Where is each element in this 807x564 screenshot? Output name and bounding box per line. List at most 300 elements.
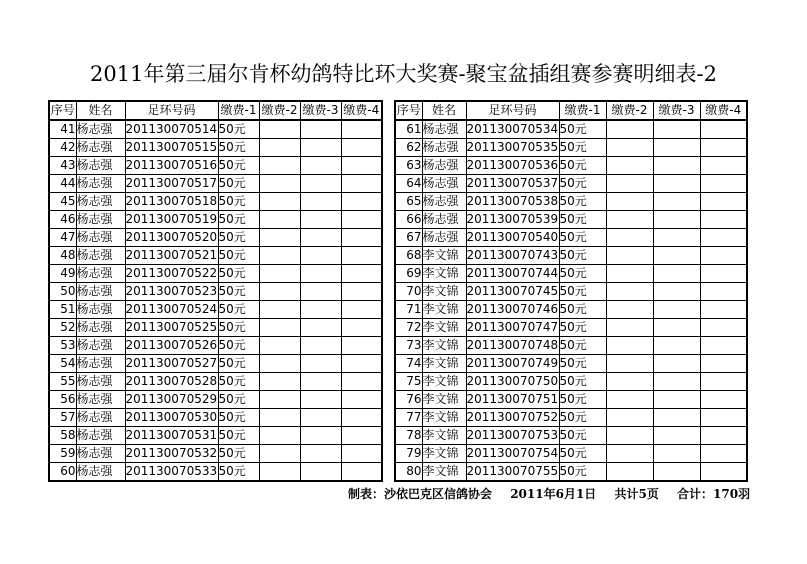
header-fee-4: 缴费-4	[700, 101, 747, 120]
cell-fee-2	[259, 193, 300, 211]
cell-fee-1: 50元	[218, 157, 259, 175]
table-row	[49, 409, 382, 427]
cell-name: 李文锦	[422, 301, 466, 319]
cell-fee-4	[341, 139, 382, 157]
cell-fee-2	[259, 445, 300, 463]
table-row	[49, 337, 382, 355]
cell-serial: 44	[49, 175, 76, 193]
cell-serial: 78	[395, 427, 422, 445]
table-row	[395, 283, 747, 301]
cell-fee-4	[700, 427, 747, 445]
cell-ring-number: 201130070528	[125, 373, 218, 391]
cell-fee-4	[341, 427, 382, 445]
table-row	[49, 391, 382, 409]
cell-name: 杨志强	[76, 211, 125, 229]
cell-fee-3	[300, 409, 341, 427]
cell-fee-3	[653, 427, 700, 445]
cell-serial: 49	[49, 265, 76, 283]
cell-ring-number: 201130070755	[466, 463, 559, 482]
cell-fee-2	[606, 427, 653, 445]
table-row	[49, 283, 382, 301]
cell-name: 杨志强	[76, 373, 125, 391]
cell-ring-number: 201130070750	[466, 373, 559, 391]
cell-fee-2	[606, 445, 653, 463]
table-row	[49, 373, 382, 391]
cell-name: 杨志强	[422, 193, 466, 211]
cell-fee-4	[341, 247, 382, 265]
cell-fee-1: 50元	[218, 193, 259, 211]
cell-fee-1: 50元	[559, 157, 606, 175]
cell-fee-2	[259, 319, 300, 337]
cell-fee-2	[259, 120, 300, 139]
cell-serial: 51	[49, 301, 76, 319]
entry-table-left	[48, 100, 383, 482]
cell-fee-4	[341, 157, 382, 175]
cell-fee-3	[300, 427, 341, 445]
header-fee-2: 缴费-2	[606, 101, 653, 120]
cell-ring-number: 201130070533	[125, 463, 218, 482]
cell-name: 杨志强	[76, 427, 125, 445]
header-row	[49, 101, 382, 120]
cell-ring-number: 201130070537	[466, 175, 559, 193]
table-row	[395, 463, 747, 482]
cell-serial: 77	[395, 409, 422, 427]
cell-fee-3	[653, 391, 700, 409]
cell-fee-2	[259, 229, 300, 247]
cell-name: 李文锦	[422, 373, 466, 391]
cell-fee-4	[700, 373, 747, 391]
cell-fee-1: 50元	[559, 139, 606, 157]
cell-fee-1: 50元	[559, 391, 606, 409]
cell-ring-number: 201130070529	[125, 391, 218, 409]
table-row	[49, 265, 382, 283]
cell-serial: 42	[49, 139, 76, 157]
cell-fee-3	[300, 319, 341, 337]
cell-ring-number: 201130070743	[466, 247, 559, 265]
cell-fee-3	[653, 120, 700, 139]
cell-name: 杨志强	[76, 445, 125, 463]
cell-serial: 61	[395, 120, 422, 139]
cell-fee-1: 50元	[218, 120, 259, 139]
cell-fee-2	[606, 409, 653, 427]
cell-name: 杨志强	[76, 391, 125, 409]
cell-fee-1: 50元	[559, 265, 606, 283]
cell-fee-1: 50元	[559, 120, 606, 139]
cell-fee-4	[341, 409, 382, 427]
table-row	[49, 445, 382, 463]
cell-serial: 74	[395, 355, 422, 373]
sheet-footer	[348, 485, 764, 502]
cell-serial: 76	[395, 391, 422, 409]
header-name: 姓名	[422, 101, 466, 120]
cell-ring-number: 201130070747	[466, 319, 559, 337]
cell-fee-2	[606, 355, 653, 373]
cell-fee-1: 50元	[218, 265, 259, 283]
cell-name: 李文锦	[422, 283, 466, 301]
cell-fee-3	[300, 265, 341, 283]
cell-fee-2	[606, 265, 653, 283]
cell-fee-1: 50元	[559, 427, 606, 445]
cell-name: 杨志强	[76, 193, 125, 211]
table-row	[49, 463, 382, 482]
cell-fee-4	[341, 301, 382, 319]
cell-fee-1: 50元	[218, 319, 259, 337]
cell-fee-1: 50元	[559, 301, 606, 319]
cell-fee-3	[653, 373, 700, 391]
cell-fee-3	[653, 175, 700, 193]
cell-serial: 53	[49, 337, 76, 355]
cell-ring-number: 201130070526	[125, 337, 218, 355]
cell-ring-number: 201130070525	[125, 319, 218, 337]
cell-name: 杨志强	[76, 120, 125, 139]
cell-serial: 45	[49, 193, 76, 211]
cell-fee-2	[606, 193, 653, 211]
cell-serial: 55	[49, 373, 76, 391]
footer-maker: 制表：沙依巴克区信鸽协会	[348, 487, 493, 501]
header-fee-3: 缴费-3	[300, 101, 341, 120]
cell-fee-1: 50元	[559, 229, 606, 247]
cell-fee-3	[300, 211, 341, 229]
header-ring: 足环号码	[125, 101, 218, 120]
table-row	[395, 265, 747, 283]
cell-name: 杨志强	[76, 139, 125, 157]
cell-serial: 58	[49, 427, 76, 445]
table-row	[49, 193, 382, 211]
cell-name: 李文锦	[422, 337, 466, 355]
cell-ring-number: 201130070515	[125, 139, 218, 157]
table-row	[49, 427, 382, 445]
cell-fee-4	[700, 139, 747, 157]
cell-fee-3	[653, 355, 700, 373]
cell-fee-3	[300, 139, 341, 157]
table-row	[49, 211, 382, 229]
table-row	[395, 175, 747, 193]
cell-name: 杨志强	[76, 283, 125, 301]
cell-fee-1: 50元	[218, 409, 259, 427]
table-row	[395, 139, 747, 157]
cell-fee-2	[259, 409, 300, 427]
cell-ring-number: 201130070519	[125, 211, 218, 229]
cell-serial: 63	[395, 157, 422, 175]
cell-fee-4	[700, 157, 747, 175]
cell-fee-1: 50元	[559, 319, 606, 337]
cell-fee-3	[653, 337, 700, 355]
cell-name: 李文锦	[422, 427, 466, 445]
cell-name: 杨志强	[422, 139, 466, 157]
cell-ring-number: 201130070538	[466, 193, 559, 211]
cell-fee-4	[700, 229, 747, 247]
table-row	[395, 409, 747, 427]
header-fee-1: 缴费-1	[559, 101, 606, 120]
cell-fee-4	[341, 391, 382, 409]
cell-fee-4	[341, 463, 382, 482]
cell-name: 杨志强	[76, 463, 125, 482]
cell-fee-3	[653, 319, 700, 337]
cell-fee-2	[606, 247, 653, 265]
cell-fee-3	[653, 409, 700, 427]
cell-fee-4	[341, 319, 382, 337]
cell-fee-1: 50元	[559, 337, 606, 355]
cell-fee-4	[700, 463, 747, 482]
cell-fee-4	[341, 175, 382, 193]
cell-fee-2	[259, 283, 300, 301]
cell-ring-number: 201130070748	[466, 337, 559, 355]
cell-name: 杨志强	[76, 301, 125, 319]
cell-fee-4	[341, 211, 382, 229]
cell-fee-4	[341, 337, 382, 355]
cell-ring-number: 201130070534	[466, 120, 559, 139]
cell-fee-4	[341, 355, 382, 373]
cell-fee-2	[606, 211, 653, 229]
cell-ring-number: 201130070523	[125, 283, 218, 301]
cell-serial: 64	[395, 175, 422, 193]
cell-fee-4	[341, 373, 382, 391]
table-row	[395, 337, 747, 355]
cell-fee-4	[700, 409, 747, 427]
cell-fee-1: 50元	[218, 247, 259, 265]
cell-ring-number: 201130070753	[466, 427, 559, 445]
cell-fee-2	[259, 157, 300, 175]
table-row	[395, 301, 747, 319]
cell-fee-1: 50元	[218, 427, 259, 445]
cell-fee-1: 50元	[218, 445, 259, 463]
cell-fee-1: 50元	[559, 445, 606, 463]
cell-fee-2	[606, 175, 653, 193]
cell-serial: 56	[49, 391, 76, 409]
cell-ring-number: 201130070754	[466, 445, 559, 463]
cell-fee-1: 50元	[218, 463, 259, 482]
cell-fee-4	[700, 247, 747, 265]
cell-name: 李文锦	[422, 247, 466, 265]
cell-name: 杨志强	[422, 157, 466, 175]
cell-fee-4	[700, 120, 747, 139]
cell-fee-1: 50元	[559, 409, 606, 427]
cell-serial: 65	[395, 193, 422, 211]
cell-fee-2	[606, 301, 653, 319]
table-row	[49, 139, 382, 157]
cell-name: 李文锦	[422, 319, 466, 337]
cell-fee-2	[259, 247, 300, 265]
cell-serial: 71	[395, 301, 422, 319]
footer-total: 合计：170羽	[677, 487, 751, 501]
cell-fee-3	[653, 445, 700, 463]
table-row	[49, 229, 382, 247]
table-row	[49, 355, 382, 373]
table-row	[395, 355, 747, 373]
cell-ring-number: 201130070746	[466, 301, 559, 319]
header-name: 姓名	[76, 101, 125, 120]
cell-ring-number: 201130070744	[466, 265, 559, 283]
cell-fee-2	[606, 139, 653, 157]
cell-ring-number: 201130070517	[125, 175, 218, 193]
header-ring: 足环号码	[466, 101, 559, 120]
table-row	[395, 373, 747, 391]
table-row	[395, 193, 747, 211]
cell-fee-3	[653, 283, 700, 301]
cell-fee-1: 50元	[559, 247, 606, 265]
cell-fee-3	[653, 265, 700, 283]
cell-serial: 54	[49, 355, 76, 373]
cell-ring-number: 201130070532	[125, 445, 218, 463]
cell-fee-4	[700, 391, 747, 409]
cell-ring-number: 201130070751	[466, 391, 559, 409]
table-row	[49, 175, 382, 193]
cell-name: 杨志强	[76, 247, 125, 265]
cell-fee-4	[341, 229, 382, 247]
cell-fee-3	[653, 463, 700, 482]
table-row	[395, 247, 747, 265]
table-row	[395, 211, 747, 229]
table-row	[395, 229, 747, 247]
cell-ring-number: 201130070749	[466, 355, 559, 373]
cell-fee-1: 50元	[218, 301, 259, 319]
cell-ring-number: 201130070524	[125, 301, 218, 319]
cell-fee-3	[300, 373, 341, 391]
cell-fee-1: 50元	[559, 373, 606, 391]
cell-serial: 66	[395, 211, 422, 229]
cell-fee-4	[700, 211, 747, 229]
cell-fee-3	[653, 301, 700, 319]
cell-name: 杨志强	[76, 175, 125, 193]
cell-ring-number: 201130070518	[125, 193, 218, 211]
cell-fee-4	[341, 265, 382, 283]
cell-fee-3	[300, 120, 341, 139]
cell-fee-4	[700, 175, 747, 193]
cell-fee-1: 50元	[559, 355, 606, 373]
cell-ring-number: 201130070521	[125, 247, 218, 265]
cell-fee-3	[300, 445, 341, 463]
cell-serial: 72	[395, 319, 422, 337]
cell-fee-1: 50元	[218, 229, 259, 247]
cell-fee-2	[606, 373, 653, 391]
cell-name: 杨志强	[76, 337, 125, 355]
cell-fee-2	[259, 337, 300, 355]
cell-fee-3	[300, 175, 341, 193]
table-row	[49, 157, 382, 175]
header-fee-2: 缴费-2	[259, 101, 300, 120]
header-serial: 序号	[49, 101, 76, 120]
entry-table-right	[394, 100, 748, 482]
cell-fee-3	[653, 193, 700, 211]
cell-fee-1: 50元	[218, 139, 259, 157]
table-row	[49, 247, 382, 265]
cell-serial: 75	[395, 373, 422, 391]
footer-date: 2011年6月1日	[510, 487, 597, 501]
cell-serial: 80	[395, 463, 422, 482]
cell-fee-1: 50元	[559, 463, 606, 482]
cell-fee-4	[700, 355, 747, 373]
cell-name: 杨志强	[422, 211, 466, 229]
header-serial: 序号	[395, 101, 422, 120]
cell-fee-4	[700, 337, 747, 355]
cell-ring-number: 201130070531	[125, 427, 218, 445]
cell-serial: 67	[395, 229, 422, 247]
table-row	[49, 319, 382, 337]
cell-fee-1: 50元	[218, 373, 259, 391]
table-row	[395, 157, 747, 175]
cell-fee-1: 50元	[218, 355, 259, 373]
table-row	[49, 120, 382, 139]
cell-ring-number: 201130070535	[466, 139, 559, 157]
cell-fee-2	[259, 391, 300, 409]
cell-fee-3	[300, 301, 341, 319]
cell-serial: 48	[49, 247, 76, 265]
table-row	[49, 301, 382, 319]
cell-fee-3	[300, 193, 341, 211]
cell-fee-2	[606, 283, 653, 301]
table-row	[395, 427, 747, 445]
cell-fee-3	[300, 355, 341, 373]
cell-fee-2	[259, 139, 300, 157]
cell-name: 李文锦	[422, 409, 466, 427]
cell-name: 李文锦	[422, 355, 466, 373]
cell-ring-number: 201130070530	[125, 409, 218, 427]
cell-fee-3	[653, 229, 700, 247]
cell-serial: 60	[49, 463, 76, 482]
cell-serial: 43	[49, 157, 76, 175]
cell-fee-1: 50元	[559, 283, 606, 301]
cell-ring-number: 201130070540	[466, 229, 559, 247]
cell-fee-2	[259, 301, 300, 319]
cell-serial: 50	[49, 283, 76, 301]
cell-name: 杨志强	[422, 175, 466, 193]
cell-fee-4	[341, 445, 382, 463]
header-fee-1: 缴费-1	[218, 101, 259, 120]
cell-ring-number: 201130070539	[466, 211, 559, 229]
header-row	[395, 101, 747, 120]
header-fee-4: 缴费-4	[341, 101, 382, 120]
cell-name: 杨志强	[422, 120, 466, 139]
cell-fee-2	[606, 120, 653, 139]
cell-fee-1: 50元	[559, 193, 606, 211]
cell-ring-number: 201130070514	[125, 120, 218, 139]
cell-serial: 46	[49, 211, 76, 229]
cell-name: 杨志强	[76, 409, 125, 427]
cell-ring-number: 201130070745	[466, 283, 559, 301]
cell-serial: 73	[395, 337, 422, 355]
cell-serial: 68	[395, 247, 422, 265]
cell-name: 李文锦	[422, 265, 466, 283]
cell-ring-number: 201130070516	[125, 157, 218, 175]
cell-serial: 62	[395, 139, 422, 157]
cell-fee-1: 50元	[559, 175, 606, 193]
cell-fee-4	[341, 193, 382, 211]
sheet-title: 2011年第三届尔肯杯幼鸽特比环大奖赛-聚宝盆插组赛参赛明细表-2	[90, 62, 717, 86]
cell-serial: 47	[49, 229, 76, 247]
header-fee-3: 缴费-3	[653, 101, 700, 120]
cell-fee-2	[606, 319, 653, 337]
cell-fee-3	[653, 247, 700, 265]
cell-fee-1: 50元	[218, 211, 259, 229]
cell-fee-3	[653, 211, 700, 229]
cell-fee-2	[259, 265, 300, 283]
cell-fee-2	[259, 463, 300, 482]
cell-fee-3	[300, 463, 341, 482]
footer-pages: 共计5页	[614, 487, 659, 501]
cell-fee-3	[300, 157, 341, 175]
cell-fee-4	[700, 283, 747, 301]
table-row	[395, 319, 747, 337]
table-row	[395, 120, 747, 139]
cell-fee-3	[653, 139, 700, 157]
cell-fee-2	[259, 175, 300, 193]
cell-fee-3	[300, 229, 341, 247]
cell-fee-3	[300, 247, 341, 265]
cell-serial: 59	[49, 445, 76, 463]
cell-ring-number: 201130070520	[125, 229, 218, 247]
cell-fee-2	[606, 463, 653, 482]
cell-serial: 79	[395, 445, 422, 463]
